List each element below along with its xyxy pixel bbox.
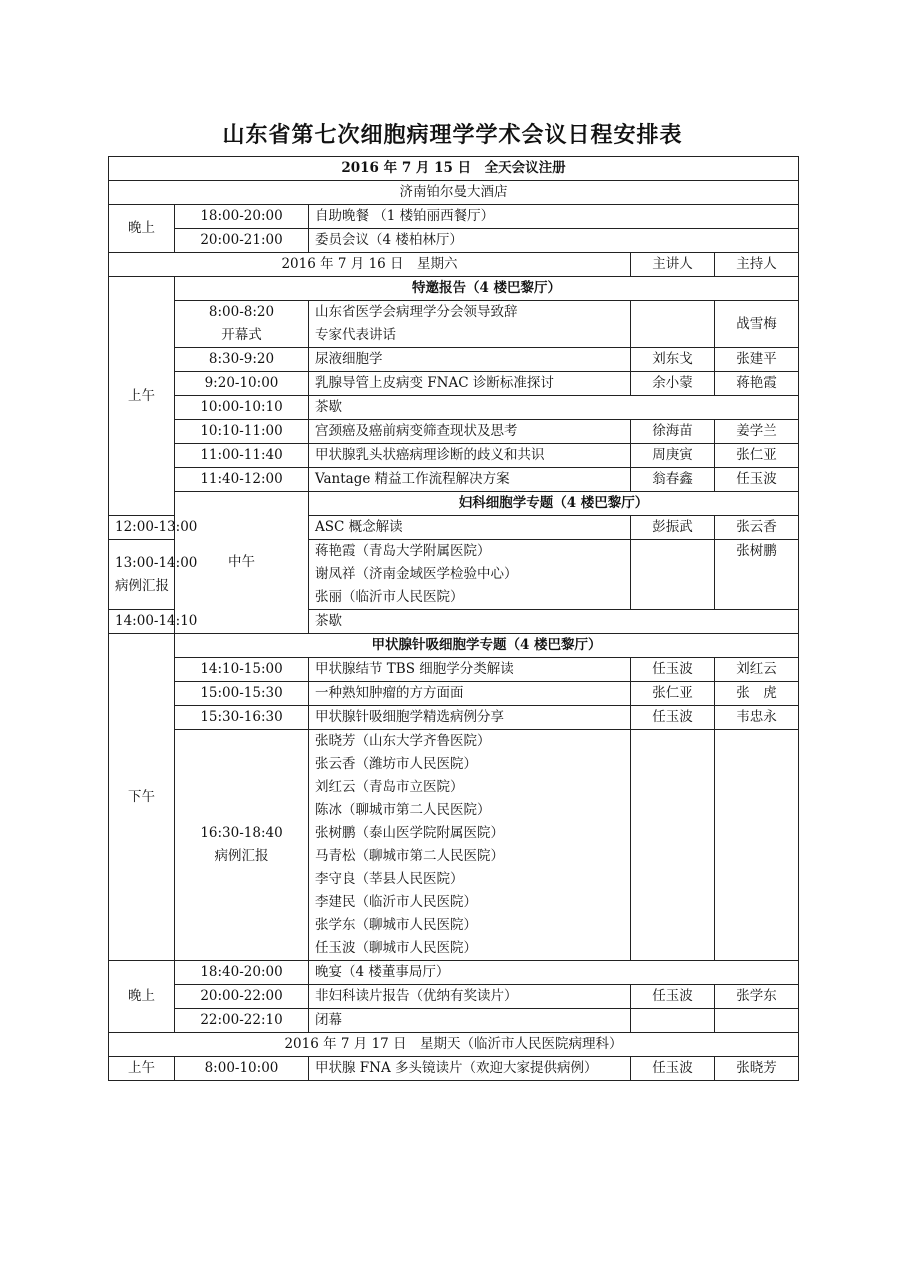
- day1-venue: 济南铂尔曼大酒店: [109, 181, 799, 205]
- period-cell: 中午: [175, 492, 309, 634]
- speaker-cell: 徐海苗: [631, 420, 715, 444]
- table-row: [109, 205, 799, 229]
- topic-cell: [309, 540, 631, 610]
- table-row: [109, 348, 799, 372]
- period-cell: 上午: [109, 1057, 175, 1081]
- section-title: 特邀报告（4 楼巴黎厅）: [175, 277, 799, 301]
- table-row: [109, 961, 799, 985]
- host-cell: 张 虎: [715, 682, 799, 706]
- list-item: 蒋艳霞（青岛大学附属医院）: [315, 543, 491, 559]
- speaker-cell: 刘东戈: [631, 348, 715, 372]
- speaker-cell: 余小蒙: [631, 372, 715, 396]
- topic-cell: 一种熟知肿瘤的方方面面: [309, 682, 631, 706]
- list-item: 李守良（莘县人民医院）: [315, 871, 464, 887]
- table-row: [109, 658, 799, 682]
- table-row: [109, 396, 799, 420]
- topic-cell: [309, 301, 631, 348]
- section-title: 甲状腺针吸细胞学专题（4 楼巴黎厅）: [175, 634, 799, 658]
- speaker-cell: 任玉波: [631, 658, 715, 682]
- case-time: 16:30-18:40: [200, 825, 283, 841]
- time-cell: 9:20-10:00: [175, 372, 309, 396]
- topic-cell: ASC 概念解读: [309, 516, 631, 540]
- list-item: 陈冰（聊城市第二人民医院）: [315, 802, 491, 818]
- time-cell: [175, 730, 309, 961]
- topic-cell: 自助晚餐 （1 楼铂丽西餐厅）: [309, 205, 799, 229]
- table-row: [109, 301, 799, 348]
- case-time: 13:00-14:00: [115, 554, 198, 571]
- page-title: 山东省第七次细胞病理学学术会议日程安排表: [222, 122, 683, 148]
- time-cell: 14:10-15:00: [175, 658, 309, 682]
- topic-cell: Vantage 精益工作流程解决方案: [309, 468, 631, 492]
- day1-venue-row: [109, 181, 799, 205]
- host-column-header: 主持人: [715, 253, 799, 277]
- time-cell: 14:00-14:10: [109, 610, 175, 634]
- host-cell: 张云香: [715, 516, 799, 540]
- day3-header: 2016 年 7 月 17 日 星期天（临沂市人民医院病理科）: [109, 1033, 799, 1057]
- list-item: 谢凤祥（济南金域医学检验中心）: [315, 566, 518, 582]
- time-cell: 20:00-21:00: [175, 229, 309, 253]
- period-cell: 晚上: [109, 205, 175, 253]
- list-item: 张云香（潍坊市人民医院）: [315, 756, 477, 772]
- case-label: 病例汇报: [214, 848, 269, 864]
- speaker-cell: 张仁亚: [631, 682, 715, 706]
- host-cell: 张树鹏: [715, 540, 799, 610]
- table-row: [109, 730, 799, 961]
- list-item: 刘红云（青岛市立医院）: [315, 779, 464, 795]
- speaker-cell: [631, 301, 715, 348]
- time-cell: [109, 540, 198, 610]
- case-label: 病例汇报: [115, 577, 169, 594]
- section-row: [109, 634, 799, 658]
- schedule-table: [108, 156, 799, 1081]
- opening-topic: 专家代表讲话: [315, 327, 396, 343]
- list-item: 马青松（聊城市第二人民医院）: [315, 848, 504, 864]
- time-cell: 18:00-20:00: [175, 205, 309, 229]
- day2-header-row: [109, 253, 799, 277]
- time-cell: 22:00-22:10: [175, 1009, 309, 1033]
- time-cell: 20:00-22:00: [175, 985, 309, 1009]
- time-cell: [175, 301, 309, 348]
- time-cell: 15:00-15:30: [175, 682, 309, 706]
- host-cell: 张仁亚: [715, 444, 799, 468]
- list-item: 张树鹏（泰山医学院附属医院）: [315, 825, 504, 841]
- topic-cell: 甲状腺针吸细胞学精选病例分享: [309, 706, 631, 730]
- list-item: 张晓芳（山东大学齐鲁医院）: [315, 733, 491, 749]
- time-cell: 10:10-11:00: [175, 420, 309, 444]
- section-title: 妇科细胞学专题（4 楼巴黎厅）: [309, 492, 799, 516]
- topic-cell: 甲状腺结节 TBS 细胞学分类解读: [309, 658, 631, 682]
- host-cell: 蒋艳霞: [715, 372, 799, 396]
- day1-header-row: [109, 157, 799, 181]
- speaker-cell: 翁春鑫: [631, 468, 715, 492]
- topic-cell: 甲状腺 FNA 多头镜读片（欢迎大家提供病例）: [309, 1057, 631, 1081]
- table-row: [109, 682, 799, 706]
- time-cell: 18:40-20:00: [175, 961, 309, 985]
- opening-label: 开幕式: [221, 327, 262, 343]
- topic-cell: 尿液细胞学: [309, 348, 631, 372]
- table-row: [109, 1057, 799, 1081]
- time-cell: 12:00-13:00: [109, 516, 175, 540]
- speaker-cell: [631, 730, 715, 961]
- host-cell: 韦忠永: [715, 706, 799, 730]
- time-cell: 8:00-10:00: [175, 1057, 309, 1081]
- opening-topic: 山东省医学会病理学分会领导致辞: [315, 304, 518, 320]
- time-cell: 8:30-9:20: [175, 348, 309, 372]
- table-row: [109, 372, 799, 396]
- host-cell: 姜学兰: [715, 420, 799, 444]
- host-cell: 张学东: [715, 985, 799, 1009]
- time-cell: 11:40-12:00: [175, 468, 309, 492]
- host-cell: 战雪梅: [715, 301, 799, 348]
- host-cell: 张晓芳: [715, 1057, 799, 1081]
- table-row: [109, 985, 799, 1009]
- speaker-cell: 任玉波: [631, 706, 715, 730]
- topic-cell: 宫颈癌及癌前病变筛查现状及思考: [309, 420, 631, 444]
- speaker-cell: 任玉波: [631, 985, 715, 1009]
- table-row: [109, 420, 799, 444]
- topic-cell: 茶歇: [309, 396, 799, 420]
- list-item: 任玉波（聊城市人民医院）: [315, 940, 477, 956]
- speaker-cell: 周庚寅: [631, 444, 715, 468]
- list-item: 张丽（临沂市人民医院）: [315, 589, 464, 605]
- list-item: 张学东（聊城市人民医院）: [315, 917, 477, 933]
- period-cell: 晚上: [109, 961, 175, 1033]
- topic-cell: [309, 730, 631, 961]
- time-cell: 15:30-16:30: [175, 706, 309, 730]
- day3-header-row: [109, 1033, 799, 1057]
- time-cell: 10:00-10:10: [175, 396, 309, 420]
- host-cell: 任玉波: [715, 468, 799, 492]
- table-row: [109, 468, 799, 492]
- opening-time: 8:00-8:20: [208, 304, 275, 320]
- period-cell: 上午: [109, 277, 175, 516]
- topic-cell: 委员会议（4 楼柏林厅）: [309, 229, 799, 253]
- table-row: [109, 1009, 799, 1033]
- speaker-column-header: 主讲人: [631, 253, 715, 277]
- day2-header: 2016 年 7 月 16 日 星期六: [109, 253, 631, 277]
- speaker-cell: 任玉波: [631, 1057, 715, 1081]
- host-cell: [715, 1009, 799, 1033]
- topic-cell: 甲状腺乳头状癌病理诊断的歧义和共识: [309, 444, 631, 468]
- day1-header: 2016 年 7 月 15 日 全天会议注册: [109, 157, 799, 181]
- topic-cell: 晚宴（4 楼董事局厅）: [309, 961, 799, 985]
- section-row: [109, 492, 799, 516]
- topic-cell: 乳腺导管上皮病变 FNAC 诊断标准探讨: [309, 372, 631, 396]
- host-cell: 张建平: [715, 348, 799, 372]
- speaker-cell: [631, 540, 715, 610]
- topic-cell: 茶歇: [309, 610, 799, 634]
- period-cell: 下午: [109, 634, 175, 961]
- time-cell: 11:00-11:40: [175, 444, 309, 468]
- list-item: 李建民（临沂市人民医院）: [315, 894, 477, 910]
- table-row: [109, 706, 799, 730]
- host-cell: [715, 730, 799, 961]
- table-row: [109, 229, 799, 253]
- section-row: [109, 277, 799, 301]
- topic-cell: 非妇科读片报告（优纳有奖读片）: [309, 985, 631, 1009]
- table-row: [109, 444, 799, 468]
- speaker-cell: 彭振武: [631, 516, 715, 540]
- speaker-cell: [631, 1009, 715, 1033]
- topic-cell: 闭幕: [309, 1009, 631, 1033]
- host-cell: 刘红云: [715, 658, 799, 682]
